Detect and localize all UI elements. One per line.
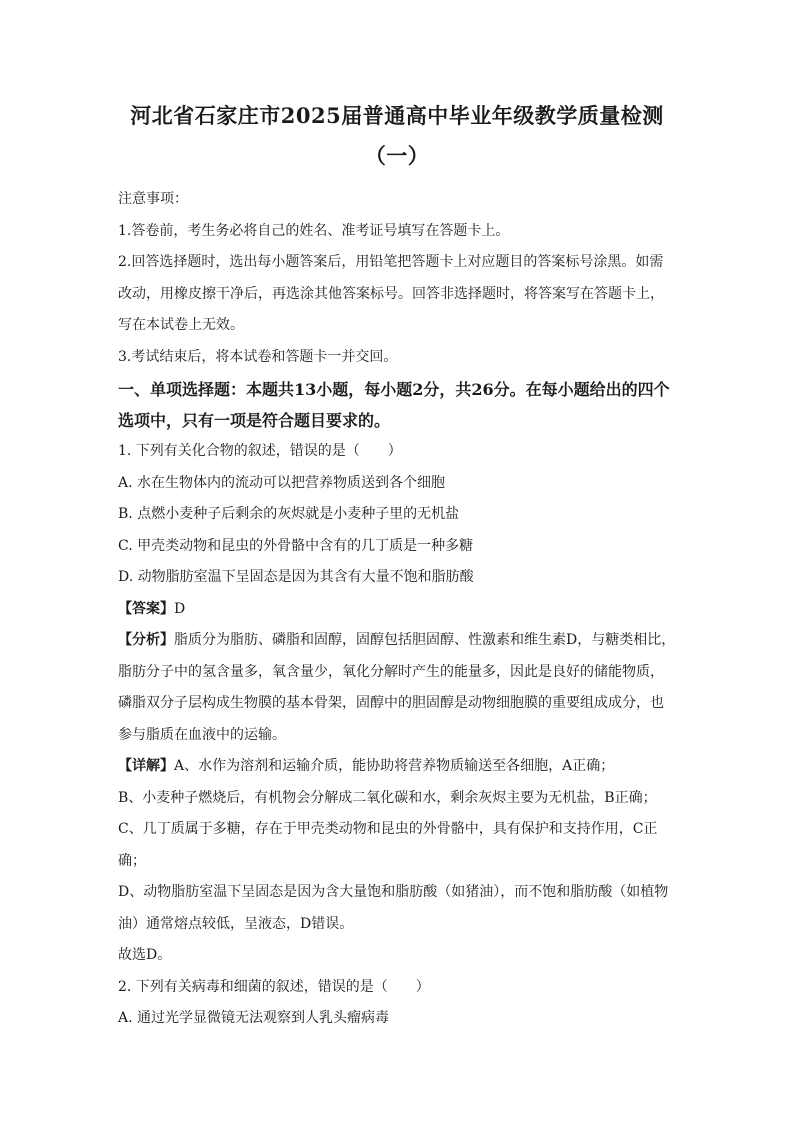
question-2-option-a: A. 通过光学显微镜无法观察到人乳头瘤病毒	[118, 1010, 390, 1026]
notes-heading: 注意事项：	[118, 191, 188, 207]
title-line-1: 河北省石家庄市2025届普通高中毕业年级教学质量检测	[130, 103, 664, 128]
detail-d: D、动物脂肪室温下呈固态是因为含大量饱和脂肪酸（如猪油），而不饱和脂肪酸（如植物油）通常熔点较低，呈液态，D错误。	[118, 884, 669, 932]
question-1-option-a: A. 水在生物体内的流动可以把营养物质送到各个细胞	[118, 474, 446, 491]
conclusion: 故选D。	[118, 947, 172, 963]
answer-line	[118, 594, 676, 626]
exam-content	[118, 184, 676, 1035]
page-title	[118, 98, 676, 173]
answer-value: D	[174, 600, 186, 617]
section-heading: 一、单项选择题：本题共13小题，每小题2分，共26分。在每小题给出的四个选项中，只有一项是符合题目要求的。	[118, 380, 670, 430]
question-1-stem: 1. 下列有关化合物的叙述，错误的是（ ）	[118, 443, 402, 459]
title-line-2: （一）	[364, 143, 430, 168]
analysis-paragraph	[118, 625, 676, 751]
note-2: 2.回答选择题时，选出每小题答案后，用铅笔把答题卡上对应题目的答案标号涂黑。如需改动，用橡皮擦干净后，再选涂其他答案标号。回答非选择题时，将答案写在答题卡上，写在本试卷上无效。	[118, 254, 664, 333]
note-1: 1.答卷前，考生务必将自己的姓名、准考证号填写在答题卡上。	[118, 222, 510, 239]
note-3: 3.考试结束后，将本试卷和答题卡一并交回。	[118, 348, 398, 365]
detail-a-text: A、水作为溶剂和运输介质，能协助将营养物质输送至各细胞，A正确；	[174, 758, 615, 774]
answer-tag: 【答案】	[118, 600, 174, 617]
detail-a	[118, 751, 676, 783]
analysis-tag: 【分析】	[118, 632, 174, 648]
question-2-stem: 2. 下列有关病毒和细菌的叙述，错误的是（ ）	[118, 978, 430, 995]
detail-c: C、几丁质属于多糖，存在于甲壳类动物和昆虫的外骨骼中，具有保护和支持作用，C正确；	[118, 821, 658, 869]
detail-b: B、小麦种子燃烧后，有机物会分解成二氧化碳和水，剩余灰烬主要为无机盐，B正确；	[118, 789, 657, 806]
analysis-text: 脂质分为脂肪、磷脂和固醇，固醇包括胆固醇、性激素和维生素D，与糖类相比，脂肪分子中的氢含量多，氧含量少，氧化分解时产生的能量多，因此是良好的储能物质，磷脂双分子层构成生物膜的基本骨架，固醇中的胆固醇是动物细胞膜的重要组成成分，也参与脂质在血液中的运输。	[118, 632, 676, 743]
question-1-option-d: D. 动物脂肪室温下呈固态是因为其含有大量不饱和脂肪酸	[118, 569, 474, 585]
question-1-option-b: B. 点燃小麦种子后剩余的灰烬就是小麦种子里的无机盐	[118, 506, 460, 522]
detail-tag: 【详解】	[118, 758, 174, 774]
question-1-option-c: C. 甲壳类动物和昆虫的外骨骼中含有的几丁质是一种多糖	[118, 537, 474, 554]
